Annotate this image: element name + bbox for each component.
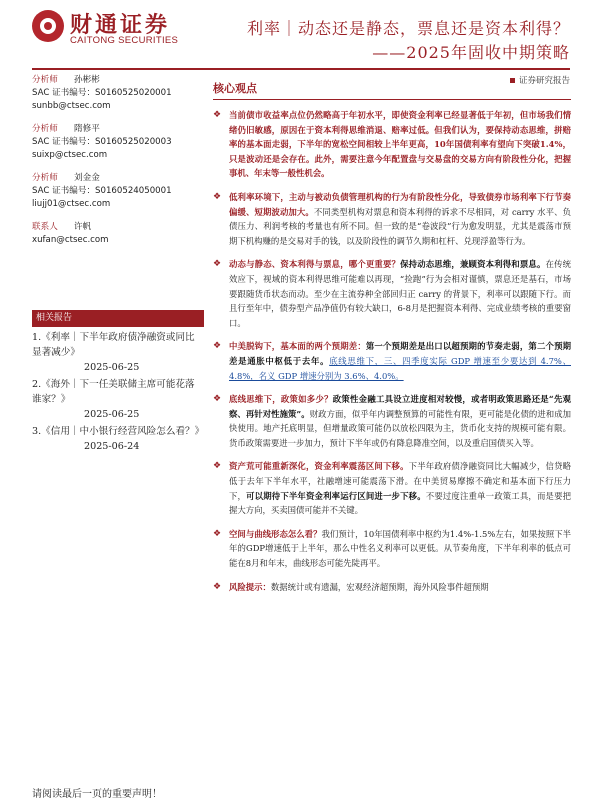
star-bullet-icon: ❖ <box>213 191 222 202</box>
contact-role: 联系人 <box>32 222 58 232</box>
analyst-name: 刘金金 <box>74 173 100 183</box>
cert-number: S0160525020003 <box>95 137 172 147</box>
star-bullet-icon: ❖ <box>213 110 222 120</box>
analyst-email[interactable]: liujj01@ctsec.com <box>32 199 111 209</box>
contact-name: 许帆 <box>74 222 92 232</box>
bullet-6 <box>213 459 571 517</box>
core-views-heading: 核心观点 <box>213 80 571 100</box>
list-item[interactable] <box>32 330 204 375</box>
core-views <box>213 80 571 603</box>
risk-label: 风险提示： <box>229 581 271 592</box>
bullet-lead: 低利率环境下，主动与被动负债管理机构的行为有阶段性分化，导致债券市场利率下行节奏偏缓、短期波动加大。 <box>229 191 571 217</box>
cert-label: SAC 证书编号： <box>32 186 96 196</box>
bullet-emphasis: 可以期待下半年资金利率运行区间进一步下移。 <box>246 490 426 501</box>
star-bullet-icon: ❖ <box>213 394 222 405</box>
star-bullet-icon: ❖ <box>213 341 222 352</box>
bullet-emphasis: 第一个预期差是出口以超预期的节奏走弱，第二个预期差是通胀中枢低于去年。 <box>229 341 572 366</box>
report-title: 利率｜动态还是静态，票息还是资本利得？ <box>246 19 570 38</box>
related-date: 2025-06-24 <box>84 441 140 452</box>
analyst-name: 孙彬彬 <box>74 75 100 85</box>
bullet-highlight: 底线思维下，三、四季度实际 GDP 增速至少要达到 4.7%、4.8%，名义 GDP 增速分别为 3.6%、4.0%。 <box>229 355 571 381</box>
risk-text: 数据统计或有遗漏，宏观经济超预期，海外风险事件超预期 <box>270 581 489 592</box>
analyst-block <box>32 74 204 113</box>
related-title: 3.《信用｜中小银行经营风险怎么看？》 <box>32 426 205 437</box>
logo-en: CAITONG SECURITIES <box>70 35 179 46</box>
star-bullet-icon: ❖ <box>213 581 222 592</box>
contact-email[interactable]: xufan@ctsec.com <box>32 235 109 245</box>
related-date: 2025-06-25 <box>84 362 140 373</box>
analyst-role: 分析师 <box>32 75 58 85</box>
list-item[interactable] <box>32 377 204 422</box>
logo-mark-icon <box>32 10 64 42</box>
star-bullet-icon: ❖ <box>213 461 222 472</box>
analyst-email[interactable]: sunbb@ctsec.com <box>32 101 111 111</box>
analyst-role: 分析师 <box>32 124 58 134</box>
bullet-lead: 动态与静态、资本利得与票息，哪个更重要？ <box>229 259 401 270</box>
related-reports-list <box>32 330 204 456</box>
bullet-text: 当前债市收益率点位仍然略高于年初水平，即使资金利率已经显著低于年初，但市场我们情绪仍旧敏感，原因在于资本利得思维消退、赔率过低。但我们认为，要保持动态思维，拼赔率的基本面走弱，下半年的宽松空间相较上半年更高，10年国债利率有望向下突破1.4%，只是波动还是会存在。此外，需要注意今年配置盘与交易盘的交易方向有阶段性分化，把握事机、年末等一般性机会。 <box>229 110 571 179</box>
report-subtitle: ——2025年固收中期策略 <box>372 43 570 62</box>
company-logo <box>32 8 182 48</box>
logo-cn: 财通证券 <box>70 13 171 38</box>
analyst-email[interactable]: suixp@ctsec.com <box>32 150 108 160</box>
related-title: 1.《利率｜下半年政府债净融资或同比显著减少》 <box>32 332 195 358</box>
contact-block <box>32 221 204 247</box>
bullet-2 <box>213 190 571 248</box>
risk-warning <box>213 580 571 595</box>
star-bullet-icon: ❖ <box>213 259 222 270</box>
disclaimer-note: 请阅读最后一页的重要声明！ <box>32 789 162 800</box>
bullet-lead: 中美脱钩下，基本面的两个预期差： <box>229 341 366 352</box>
bullet-text: 下半年政府债净融资同比大幅减少，信贷略低于去年下半年水平，社融增速可能震荡下滑。在中美贸易摩擦不确定和基本面下行压力下， <box>229 461 572 501</box>
analyst-name: 隋修平 <box>74 124 100 134</box>
cert-number: S0160524050001 <box>95 186 172 196</box>
bullet-text: 在传统效应下，视域的资本利得思维可能难以再现，“捡跑”行为会相对谨慎，票息还是基石，市场要跟随货币状态而动。至少在主流券种全部回归正 carry 的背景下，利率可以跟随下行。而且行至年中，债券型产品净值仍有较大缺口，6-8月是把握资本利得、完成业绩考核的重要窗口。 <box>229 259 572 328</box>
bullet-emphasis: 保持动态思维，兼顾资本利得和票息。 <box>400 259 546 270</box>
bullet-7 <box>213 527 571 571</box>
analyst-role: 分析师 <box>32 173 58 183</box>
bullet-1 <box>213 108 571 181</box>
bullet-text: 不同类型机构对票息和资本利得的诉求不尽相同，对 carry 水平、负债压力、利润考核的考量也有所不同。但一致的是“卷波段”行为愈发明显，尤其是震荡市预期下机构赚的是交易对手的钱，以及阶段性的调节久期和杠杆、兑现浮盈等行为。 <box>229 206 571 246</box>
related-title: 2.《海外｜下一任美联储主席可能花落谁家？》 <box>32 379 195 405</box>
bullet-emphasis: 政策性金融工具设立进度相对较慢，或者明政策思路还是“先观察、再针对性施策”。 <box>229 394 571 419</box>
bullet-3 <box>213 257 571 330</box>
list-item[interactable] <box>32 424 204 454</box>
bullet-lead: 空间与曲线形态怎么看？ <box>229 528 322 539</box>
related-reports-heading: 相关报告 <box>32 310 204 327</box>
doc-type-label: 证券研究报告 <box>518 76 570 86</box>
analyst-block <box>32 123 204 162</box>
bullet-4 <box>213 339 571 383</box>
analyst-block <box>32 172 204 211</box>
analyst-panel <box>32 74 204 257</box>
cert-number: S0160525020001 <box>95 88 172 98</box>
cert-label: SAC 证书编号： <box>32 88 96 98</box>
header-rule <box>32 68 570 70</box>
bullet-lead: 资产荒可能重新深化，资金利率震荡区间下移。 <box>229 461 409 472</box>
bullet-text: 不要过度注重单一政策工具，而是要把握大方向，买卖国债可能并不关键。 <box>229 490 572 516</box>
bullet-text: 我们预计，10年国债利率中枢约为1.4%-1.5%左右，如果按照下半年的GDP增速低于上半年，那么中性名义利率可以更低。从节奏角度，下半年利率的低点可能在8月和年末，曲线形态可能先陡再平。 <box>229 528 572 569</box>
bullet-text: 财政方面，似乎年内调整预算的可能性有限，更可能是化债的进和成加快使用。地产托底明显，但增量政策可能仍以放松四限为主，货币化支持的规模可能有限。货币政策需要进一步加力，预计下半年或仍有降息降准空间，以及重启国债买入等。 <box>229 408 572 448</box>
cert-label: SAC 证书编号： <box>32 137 96 147</box>
star-bullet-icon: ❖ <box>213 528 222 539</box>
related-date: 2025-06-25 <box>84 409 140 420</box>
bullet-5 <box>213 392 571 450</box>
bullet-lead: 底线思维下，政策如多少？ <box>229 394 333 405</box>
